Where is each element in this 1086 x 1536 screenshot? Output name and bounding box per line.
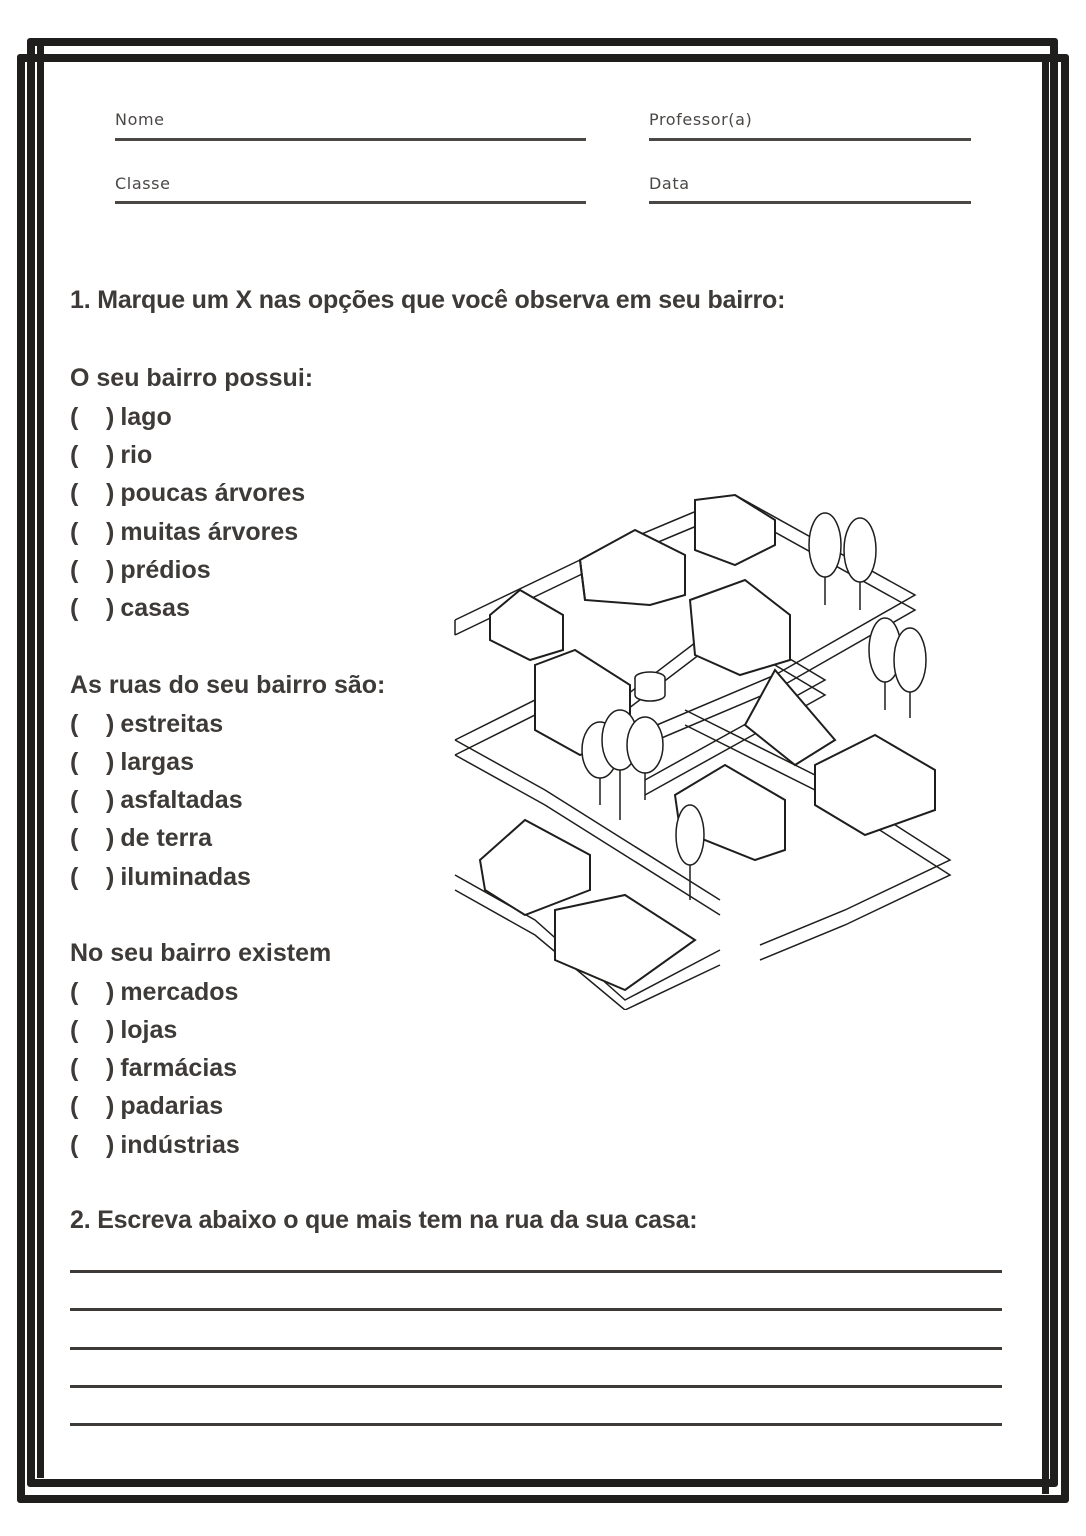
option-rio[interactable]: ( ) rio: [70, 440, 153, 469]
page-border-inner-left: [37, 46, 44, 1478]
option-lojas[interactable]: ( ) lojas: [70, 1015, 178, 1044]
section-title-possui: O seu bairro possui:: [70, 364, 314, 392]
option-casas[interactable]: ( ) casas: [70, 593, 190, 622]
name-label: Nome: [115, 110, 165, 129]
option-muitas-arvores[interactable]: ( ) muitas árvores: [70, 517, 299, 546]
option-lago[interactable]: ( ) lago: [70, 402, 172, 431]
option-de-terra[interactable]: ( ) de terra: [70, 823, 213, 852]
answer-line-1[interactable]: [70, 1270, 1002, 1273]
date-label: Data: [649, 174, 690, 193]
option-largas[interactable]: ( ) largas: [70, 747, 194, 776]
option-poucas-arvores[interactable]: ( ) poucas árvores: [70, 478, 306, 507]
well-icon: [635, 672, 665, 701]
section-title-ruas: As ruas do seu bairro são:: [70, 671, 386, 699]
question-2-title: 2. Escreva abaixo o que mais tem na rua da sua casa:: [70, 1206, 698, 1234]
option-estreitas[interactable]: ( ) estreitas: [70, 709, 224, 738]
neighborhood-illustration: [445, 490, 965, 1010]
answer-line-3[interactable]: [70, 1347, 1002, 1350]
page-border-inner-right: [1042, 62, 1049, 1494]
option-padarias[interactable]: ( ) padarias: [70, 1091, 224, 1120]
teacher-label: Professor(a): [649, 110, 753, 129]
option-iluminadas[interactable]: ( ) iluminadas: [70, 862, 251, 891]
option-predios[interactable]: ( ) prédios: [70, 555, 211, 584]
option-industrias[interactable]: ( ) indústrias: [70, 1130, 240, 1159]
option-farmacias[interactable]: ( ) farmácias: [70, 1053, 238, 1082]
option-mercados[interactable]: ( ) mercados: [70, 977, 239, 1006]
teacher-input-line[interactable]: [649, 138, 971, 141]
option-asfaltadas[interactable]: ( ) asfaltadas: [70, 785, 243, 814]
answer-line-2[interactable]: [70, 1308, 1002, 1311]
class-input-line[interactable]: [115, 201, 586, 204]
section-title-existem: No seu bairro existem: [70, 939, 332, 967]
answer-line-5[interactable]: [70, 1423, 1002, 1426]
name-input-line[interactable]: [115, 138, 586, 141]
date-input-line[interactable]: [649, 201, 971, 204]
question-1-title: 1. Marque um X nas opções que você observa em seu bairro:: [70, 286, 786, 314]
class-label: Classe: [115, 174, 171, 193]
answer-line-4[interactable]: [70, 1385, 1002, 1388]
